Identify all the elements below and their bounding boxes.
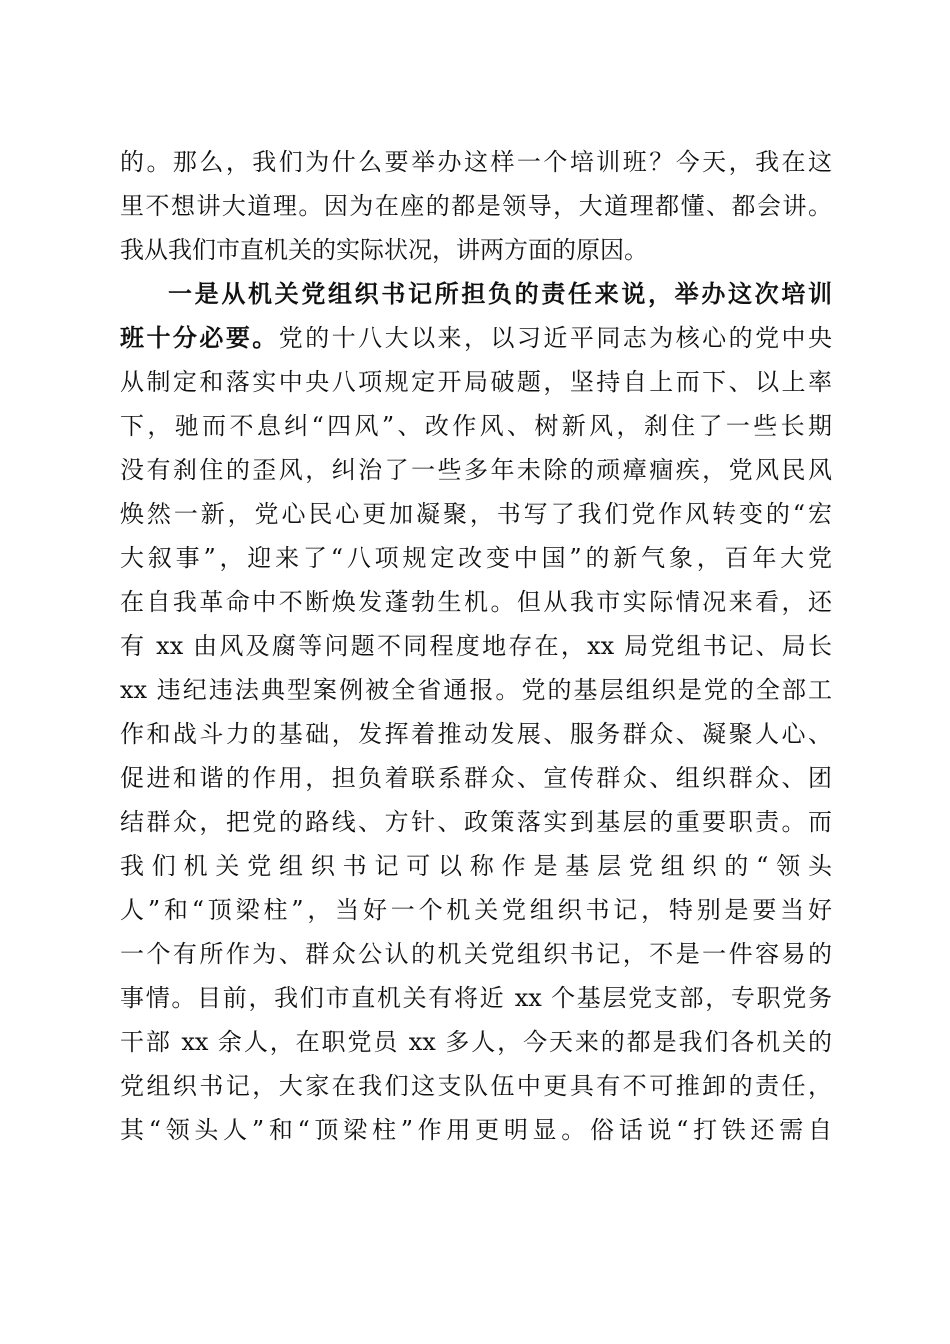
p2-line: 促进和谐的作用，担负着联系群众、宣传群众、组织群众、团 [120, 764, 832, 792]
p1-line-2: 里不想讲大道理。因为在座的都是领导，大道理都懂、都会讲。 [120, 192, 832, 220]
p1-line-1: 的。那么，我们为什么要举办这样一个培训班？今天，我在这 [120, 148, 832, 176]
p2-line: 一个有所作为、群众公认的机关党组织书记，不是一件容易的 [120, 940, 832, 968]
p2-line: 干部 xx 余人，在职党员 xx 多人，今天来的都是我们各机关的 [120, 1028, 832, 1056]
p2-line-2 [120, 316, 832, 360]
p1-line-3: 我从我们市直机关的实际状况，讲两方面的原因。 [120, 236, 648, 264]
p2-line: 从制定和落实中央八项规定开局破题，坚持自上而下、以上率 [120, 368, 832, 396]
p2-line: xx 违纪违法典型案例被全省通报。党的基层组织是党的全部工 [120, 676, 832, 704]
p2-line: 结群众，把党的路线、方针、政策落实到基层的重要职责。而 [120, 808, 832, 836]
p2-line: 没有刹住的歪风，纠治了一些多年未除的顽瘴痼疾，党风民风 [120, 456, 832, 484]
p2-heading-line: 一是从机关党组织书记所担负的责任来说，举办这次培训 [168, 279, 832, 308]
p2-line: 事情。目前，我们市直机关有将近 xx 个基层党支部，专职党务 [120, 984, 832, 1012]
body-text [120, 140, 832, 1152]
p2-line-2-rest: 党的十八大以来，以习近平同志为核心的党中央 [278, 324, 833, 352]
p2-heading-end: 班十分必要。 [120, 323, 279, 352]
p2-line: 大叙事”，迎来了“八项规定改变中国”的新气象，百年大党 [120, 544, 832, 572]
p2-line: 其“领头人”和“顶梁柱”作用更明显。俗话说“打铁还需自 [120, 1116, 832, 1144]
p2-line: 作和战斗力的基础，发挥着推动发展、服务群众、凝聚人心、 [120, 720, 832, 748]
p2-line: 人”和“顶梁柱”，当好一个机关党组织书记，特别是要当好 [120, 896, 832, 924]
p2-line: 下，驰而不息纠“四风”、改作风、树新风，刹住了一些长期 [120, 412, 832, 440]
p2-line: 党组织书记，大家在我们这支队伍中更具有不可推卸的责任， [120, 1072, 832, 1100]
p2-line: 焕然一新，党心民心更加凝聚，书写了我们党作风转变的“宏 [120, 500, 832, 528]
p2-line: 在自我革命中不断焕发蓬勃生机。但从我市实际情况来看，还 [120, 588, 832, 616]
p2-line: 我们机关党组织书记可以称作是基层党组织的“领头 [120, 852, 832, 880]
p2-line: 有 xx 由风及腐等问题不同程度地存在，xx 局党组书记、局长 [120, 632, 832, 660]
